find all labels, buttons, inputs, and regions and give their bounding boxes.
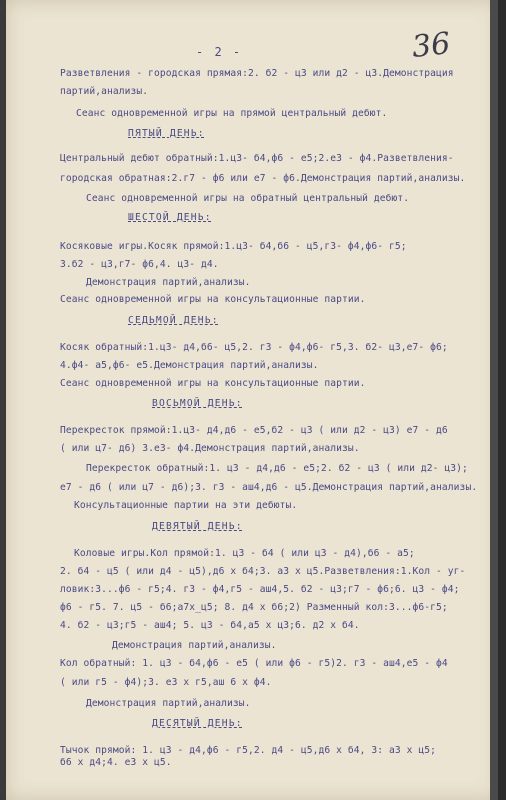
text-line: Разветвления - городская прямая:2. б2 - ц3 или д2 - ц3.Демонстрация: [60, 68, 454, 79]
text-line: Сеанс одновременной игры на консультационные партии.: [60, 294, 366, 305]
section-heading: СЕДЬМОЙ ДЕНЬ:: [128, 315, 219, 326]
text-line: Перекресток обратный:1. ц3 - д4,д6 - е5;2. б2 - ц3 ( или д2- ц3);: [86, 463, 468, 474]
text-line: Тычок прямой: 1. ц3 - д4,ф6 - г5,2. д4 - ц5,д6 х б4, 3: а3 х ц5;: [60, 745, 437, 756]
handwritten-folio-number: 36: [410, 26, 452, 65]
text-line: Косяк обратный:1.ц3- д4,б6- ц5,2. г3 - ф4,ф6- г5,3. б2- ц3,е7- ф6;: [60, 342, 448, 353]
text-line: Сеанс одновременной игры на обратный центральный дебют.: [86, 193, 410, 204]
text-line: Демонстрация партий,анализы.: [112, 640, 277, 651]
scan-border-right: [490, 0, 498, 800]
text-line: 3.б2 - ц3,г7- ф6,4. ц3- д4.: [60, 259, 219, 270]
text-line: Центральный дебют обратный:1.ц3- б4,ф6 - е5;2.е3 - ф4.Разветвления-: [60, 153, 454, 164]
text-line: Демонстрация партий,анализы.: [86, 698, 251, 709]
text-line: Перекресток прямой:1.ц3- д4,д6 - е5,б2 - ц3 ( или д2 - ц3) е7 - д6: [60, 425, 448, 436]
section-heading: ПЯТЫЙ ДЕНЬ:: [128, 128, 205, 139]
text-line: 4. б2 - ц3;г5 - аш4; 5. ц3 - б4,а5 х ц3;6. д2 х б4.: [60, 620, 360, 631]
section-heading: ВОСЬМОЙ ДЕНЬ:: [152, 398, 243, 409]
section-heading: ШЕСТОЙ ДЕНЬ:: [128, 212, 212, 223]
text-line: е7 - д6 ( или ц7 - д6);3. г3 - аш4,д6 - ц5.Демонстрация партий,анализы.: [60, 482, 478, 493]
text-line: 4.ф4- а5,ф6- е5.Демонстрация партий,анализы.: [60, 360, 319, 371]
text-line: Коловые игры.Кол прямой:1. ц3 - б4 ( или ц3 - д4),б6 - а5;: [74, 548, 415, 559]
text-line: 2. б4 - ц5 ( или д4 - ц5),д6 х б4;3. а3 х ц5.Разветвления:1.Кол - уг-: [60, 566, 466, 577]
text-line: Сеанс одновременной игры на консультационные партии.: [60, 378, 366, 389]
text-line: ( или г5 - ф4);3. е3 х г5,аш 6 х ф4.: [60, 677, 272, 688]
page-number: - 2 -: [196, 45, 243, 59]
text-line: ф6 - г5. 7. ц5 - б6;а7х_ц5; 8. д4 х б6;2) Разменный кол:3...ф6-г5;: [60, 602, 448, 613]
text-line: городская обратная:2.г7 - ф6 или е7 - ф6.Демонстрация партий,анализы.: [60, 173, 466, 184]
text-line: Кол обратный: 1. ц3 - б4,ф6 - е5 ( или ф6 - г5)2. г3 - аш4,е5 - ф4: [60, 658, 448, 669]
text-line: Косяковые игры.Косяк прямой:1.ц3- б4,б6 - ц5,г3- ф4,ф6- г5;: [60, 241, 407, 252]
text-line: б6 х д4;4. е3 х ц5.: [60, 757, 172, 768]
section-heading: ДЕВЯТЫЙ ДЕНЬ:: [152, 521, 243, 532]
text-line: Сеанс одновременной игры на прямой центральный дебют.: [76, 108, 388, 119]
text-line: партий,анализы.: [60, 86, 149, 97]
text-line: ловик:3...ф6 - г5;4. г3 - ф4,г5 - аш4,5. б2 - ц3;г7 - ф6;6. ц3 - ф4;: [60, 584, 460, 595]
section-heading: ДЕСЯТЫЙ ДЕНЬ:: [152, 718, 243, 729]
text-line: Демонстрация партий,анализы.: [86, 277, 251, 288]
text-line: ( или ц7- д6) 3.е3- ф4.Демонстрация партий,анализы.: [60, 443, 360, 454]
text-line: Консультационные партии на эти дебюты.: [74, 500, 298, 511]
